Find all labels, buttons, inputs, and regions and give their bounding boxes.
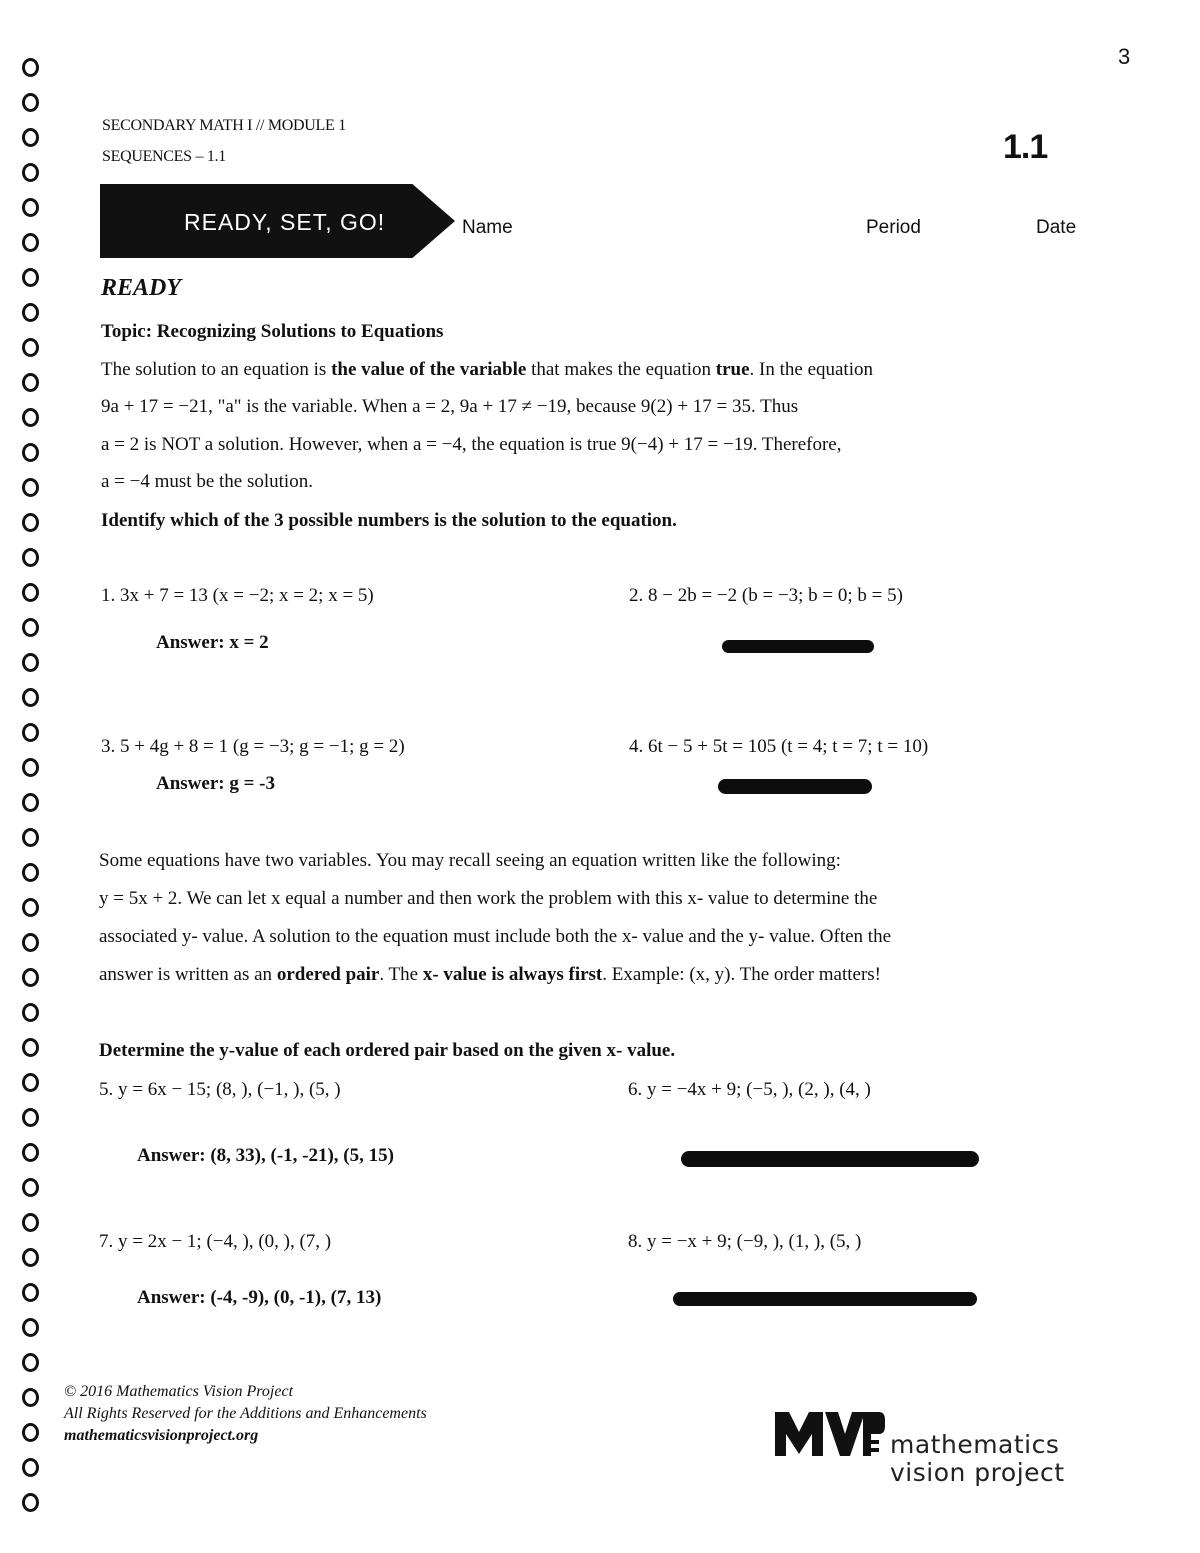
two-var-line-2: y = 5x + 2. We can let x equal a number and then work the problem with this x- value to determine the — [99, 888, 878, 909]
name-label: Name — [462, 217, 513, 238]
binder-hole — [22, 1458, 39, 1477]
binder-hole — [22, 863, 39, 882]
binder-hole — [22, 93, 39, 112]
lesson-header: SEQUENCES – 1.1 — [102, 148, 226, 165]
binder-hole — [22, 373, 39, 392]
binder-hole — [22, 1248, 39, 1267]
intro-line-3: a = 2 is NOT a solution. However, when a = −4, the equation is true 9(−4) + 17 = −19. Therefore, — [101, 434, 842, 455]
binder-hole — [22, 793, 39, 812]
binder-hole — [22, 478, 39, 497]
mvp-logo-icon — [775, 1410, 885, 1456]
intro-line-4: a = −4 must be the solution. — [101, 471, 313, 492]
problem-3: 3. 5 + 4g + 8 = 1 (g = −3; g = −1; g = 2) — [101, 736, 405, 757]
binder-hole — [22, 128, 39, 147]
binder-hole — [22, 968, 39, 987]
answer-5: Answer: (8, 33), (-1, -21), (5, 15) — [137, 1145, 394, 1166]
lesson-number: 1.1 — [1003, 128, 1048, 166]
binder-hole — [22, 58, 39, 77]
problem-1: 1. 3x + 7 = 13 (x = −2; x = 2; x = 5) — [101, 585, 374, 606]
binder-hole — [22, 408, 39, 427]
binder-hole — [22, 618, 39, 637]
rights-text: All Rights Reserved for the Additions and Enhancements — [64, 1405, 427, 1422]
redacted-answer-2 — [722, 640, 874, 653]
binder-hole — [22, 688, 39, 707]
logo-word-mathematics: mathematics — [890, 1430, 1060, 1459]
binder-hole — [22, 198, 39, 217]
problem-5: 5. y = 6x − 15; (8, ), (−1, ), (5, ) — [99, 1079, 341, 1100]
binder-hole — [22, 513, 39, 532]
topic-heading: Topic: Recognizing Solutions to Equations — [101, 321, 444, 342]
binder-hole — [22, 758, 39, 777]
problem-4: 4. 6t − 5 + 5t = 105 (t = 4; t = 7; t = 10) — [629, 736, 929, 757]
binder-hole — [22, 268, 39, 287]
redacted-answer-4 — [718, 779, 872, 794]
two-var-line-4: answer is written as an ordered pair. The x- value is always first. Example: (x, y). The order matters! — [99, 964, 882, 985]
binder-hole — [22, 233, 39, 252]
banner-title: READY, SET, GO! — [184, 209, 386, 235]
binder-hole — [22, 583, 39, 602]
website-link[interactable]: mathematicsvisionproject.org — [64, 1427, 259, 1444]
binder-hole — [22, 1178, 39, 1197]
logo-word-vision-project: vision project — [890, 1458, 1065, 1487]
course-header: SECONDARY MATH I // MODULE 1 — [102, 117, 346, 134]
copyright-text: © 2016 Mathematics Vision Project — [64, 1383, 294, 1400]
binder-hole — [22, 653, 39, 672]
problem-6: 6. y = −4x + 9; (−5, ), (2, ), (4, ) — [628, 1079, 871, 1100]
binder-hole — [22, 1283, 39, 1302]
intro-line-2: 9a + 17 = −21, "a" is the variable. When a = 2, 9a + 17 ≠ −19, because 9(2) + 17 = 35. Thus — [101, 396, 799, 417]
binder-hole — [22, 443, 39, 462]
problem-7: 7. y = 2x − 1; (−4, ), (0, ), (7, ) — [99, 1231, 332, 1252]
redacted-answer-8 — [673, 1292, 977, 1306]
binder-hole — [22, 828, 39, 847]
page-number: 3 — [1118, 44, 1131, 69]
two-var-line-1: Some equations have two variables. You may recall seeing an equation written like the following: — [99, 850, 841, 871]
redacted-answer-6 — [681, 1151, 979, 1167]
binder-hole — [22, 723, 39, 742]
answer-1: Answer: x = 2 — [156, 632, 269, 653]
binder-hole — [22, 1493, 39, 1512]
answer-7: Answer: (-4, -9), (0, -1), (7, 13) — [137, 1287, 382, 1308]
binder-hole — [22, 1143, 39, 1162]
binder-hole — [22, 548, 39, 567]
binder-hole — [22, 1108, 39, 1127]
binder-hole — [22, 933, 39, 952]
binder-hole — [22, 1213, 39, 1232]
problem-2: 2. 8 − 2b = −2 (b = −3; b = 0; b = 5) — [629, 585, 903, 606]
problem-8: 8. y = −x + 9; (−9, ), (1, ), (5, ) — [628, 1231, 862, 1252]
binder-hole — [22, 1423, 39, 1442]
determine-instruction: Determine the y-value of each ordered pair based on the given x- value. — [99, 1040, 676, 1061]
binder-hole — [22, 163, 39, 182]
ready-instruction: Identify which of the 3 possible numbers is the solution to the equation. — [101, 510, 677, 531]
date-label: Date — [1036, 217, 1077, 238]
binder-hole — [22, 1038, 39, 1057]
binder-hole — [22, 1353, 39, 1372]
answer-3: Answer: g = -3 — [156, 773, 276, 794]
period-label: Period — [866, 217, 921, 238]
intro-line-1: The solution to an equation is the value of the variable that makes the equation true. In the equation — [101, 359, 873, 380]
binder-hole — [22, 338, 39, 357]
binder-hole — [22, 303, 39, 322]
binder-hole — [22, 1388, 39, 1407]
binder-hole — [22, 1318, 39, 1337]
two-var-line-3: associated y- value. A solution to the equation must include both the x- value and the y- value. Often the — [99, 926, 891, 947]
ready-heading: READY — [101, 275, 182, 301]
binder-hole — [22, 1003, 39, 1022]
binder-hole — [22, 1073, 39, 1092]
binder-hole — [22, 898, 39, 917]
